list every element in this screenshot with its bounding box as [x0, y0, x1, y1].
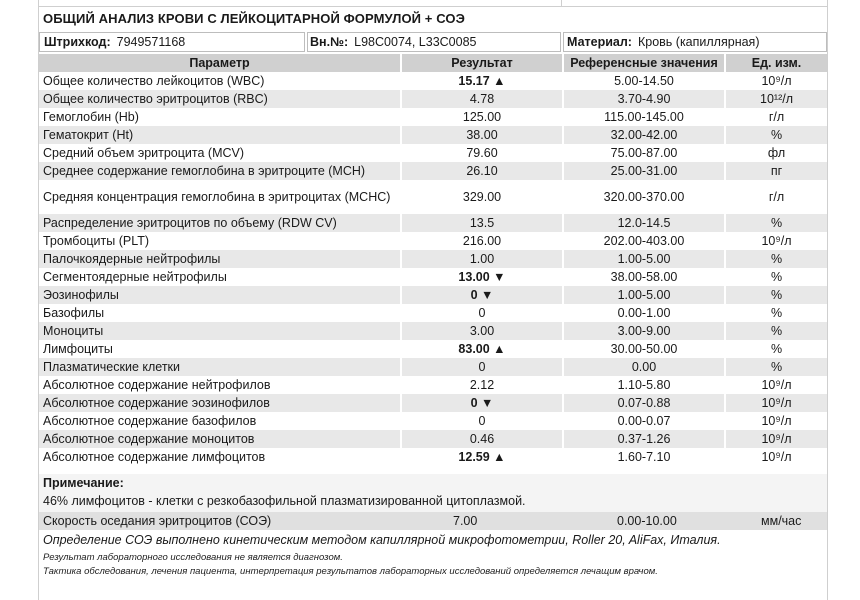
table-row: [39, 90, 827, 108]
cell-reference: 30.00-50.00: [563, 340, 725, 358]
table-row: [39, 376, 827, 394]
cell-result: 0: [401, 358, 563, 376]
disclaimer-tactics: Тактика обследования, лечения пациента, интерпретация результатов лабораторных исследований определяется лечащим врачом.: [43, 566, 658, 577]
cell-parameter: Эозинофилы: [39, 286, 401, 304]
cell-reference: 3.00-9.00: [563, 322, 725, 340]
table-row: [39, 340, 827, 358]
cell-reference: 0.00-0.07: [563, 412, 725, 430]
cell-parameter: Абсолютное содержание лимфоцитов: [39, 448, 401, 466]
table-row: [39, 180, 827, 214]
cell-parameter: Общее количество лейкоцитов (WBC): [39, 72, 401, 90]
col-header-unit: Ед. изм.: [725, 54, 827, 72]
table-row: [39, 322, 827, 340]
cell-unit: 10⁹/л: [761, 413, 792, 428]
cell-parameter: Гемоглобин (Hb): [39, 108, 401, 126]
cell-unit: 10⁹/л: [725, 394, 827, 412]
lab-report-sheet: [38, 0, 828, 600]
cell-result: 3.00: [401, 322, 563, 340]
cell-parameter: Гематокрит (Ht): [39, 126, 401, 144]
cell-unit: %: [725, 358, 827, 376]
cell-result: 83.00 ▲: [401, 340, 563, 358]
cell-parameter: Средний объем эритроцита (MCV): [39, 144, 401, 162]
cell-reference: 1.00-5.00: [563, 250, 725, 268]
cell-reference: 0.00-1.00: [563, 304, 725, 322]
table-row: [39, 214, 827, 232]
cell-reference: 1.10-5.80: [563, 376, 725, 394]
cell-result: 38.00: [401, 126, 563, 144]
table-header: [39, 54, 827, 72]
cell-reference: 5.00-14.50: [563, 72, 725, 90]
table-row: [39, 72, 827, 90]
internal-number-value: L98C0074, L33C0085: [354, 35, 477, 49]
cell-reference: 202.00-403.00: [563, 232, 725, 250]
cell-unit: %: [770, 269, 783, 284]
esr-row: [39, 512, 827, 530]
cell-parameter: Плазматические клетки: [39, 358, 401, 376]
cell-result: 0 ▼: [401, 394, 563, 412]
col-header-reference: Референсные значения: [563, 54, 725, 72]
cell-reference: 1.00-5.00: [563, 286, 725, 304]
cell-unit: %: [770, 341, 783, 356]
internal-number-field: [307, 32, 561, 52]
cell-reference: 32.00-42.00: [563, 126, 725, 144]
cell-reference: 38.00-58.00: [563, 268, 725, 286]
cell-reference: 25.00-31.00: [563, 162, 725, 180]
cell-reference: 115.00-145.00: [563, 108, 725, 126]
cell-unit: пг: [725, 162, 827, 180]
report-title: ОБЩИЙ АНАЛИЗ КРОВИ С ЛЕЙКОЦИТАРНОЙ ФОРМУЛОЙ + СОЭ: [43, 11, 465, 26]
cell-unit: %: [725, 126, 827, 144]
cell-parameter: Базофилы: [39, 304, 401, 322]
cell-unit: 10⁹/л: [761, 233, 792, 248]
esr-reference: 0.00-10.00: [617, 514, 677, 528]
col-header-result: Результат: [401, 54, 563, 72]
cell-parameter: Абсолютное содержание моноцитов: [39, 430, 401, 448]
top-divider: [561, 0, 562, 6]
col-header-parameter: Параметр: [39, 54, 401, 72]
table-row: [39, 394, 827, 412]
cell-result: 329.00: [401, 180, 563, 214]
method-note: Определение СОЭ выполнено кинетическим методом капиллярной микрофотометрии, Roller 20, AliFax, Италия.: [43, 533, 721, 547]
cell-result: 12.59 ▲: [401, 448, 563, 466]
cell-reference: 320.00-370.00: [563, 180, 725, 214]
cell-unit: г/л: [768, 189, 785, 204]
cell-result: 26.10: [401, 162, 563, 180]
cell-result: 4.78: [401, 90, 563, 108]
cell-result: 216.00: [401, 232, 563, 250]
cell-parameter: Общее количество эритроцитов (RBC): [39, 90, 401, 108]
cell-parameter: Лимфоциты: [39, 340, 401, 358]
table-row: [39, 430, 827, 448]
cell-unit: %: [725, 214, 827, 232]
table-row: [39, 286, 827, 304]
cell-result: 1.00: [401, 250, 563, 268]
cell-unit: 10⁹/л: [761, 449, 792, 464]
table-row: [39, 304, 827, 322]
barcode-label: Штрихкод:: [44, 35, 111, 49]
table-row: [39, 232, 827, 250]
table-row: [39, 448, 827, 466]
table-row: [39, 108, 827, 126]
disclaimer-diagnosis: Результат лабораторного исследования не является диагнозом.: [43, 552, 343, 563]
cell-unit: фл: [767, 145, 786, 160]
cell-reference: 0.00: [563, 358, 725, 376]
cell-reference: 1.60-7.10: [563, 448, 725, 466]
table-row: [39, 250, 827, 268]
barcode-field: [39, 32, 305, 52]
cell-result: 0 ▼: [401, 286, 563, 304]
cell-reference: 12.0-14.5: [563, 214, 725, 232]
table-row: [39, 162, 827, 180]
cell-result: 2.12: [401, 376, 563, 394]
table-row: [39, 126, 827, 144]
cell-parameter: Палочкоядерные нейтрофилы: [39, 250, 401, 268]
table-row: [39, 268, 827, 286]
material-field: [563, 32, 827, 52]
note-section: [39, 474, 827, 512]
cell-reference: 0.37-1.26: [563, 430, 725, 448]
cell-unit: 10¹²/л: [725, 90, 827, 108]
esr-result: 7.00: [453, 514, 478, 528]
cell-result: 79.60: [401, 144, 563, 162]
internal-number-label: Вн.№:: [310, 35, 349, 49]
material-label: Материал:: [567, 35, 632, 49]
cell-result: 0: [401, 304, 563, 322]
cell-parameter: Абсолютное содержание нейтрофилов: [39, 376, 401, 394]
table-row: [39, 412, 827, 430]
cell-parameter: Абсолютное содержание базофилов: [39, 412, 401, 430]
cell-unit: %: [725, 286, 827, 304]
cell-parameter: Средняя концентрация гемоглобина в эритроцитах (MCHC): [39, 180, 401, 214]
cell-reference: 75.00-87.00: [563, 144, 725, 162]
cell-result: 13.00 ▼: [401, 268, 563, 286]
cell-unit: %: [770, 305, 783, 320]
cell-unit: 10⁹/л: [761, 73, 792, 88]
table-row: [39, 358, 827, 376]
barcode-value: 7949571168: [116, 35, 186, 49]
cell-parameter: Моноциты: [39, 322, 401, 340]
note-text: 46% лимфоцитов - клетки с резкобазофильной плазматизированной цитоплазмой.: [43, 494, 526, 508]
cell-parameter: Сегментоядерные нейтрофилы: [39, 268, 401, 286]
cell-reference: 3.70-4.90: [563, 90, 725, 108]
cell-unit: %: [725, 250, 827, 268]
material-value: Кровь (капиллярная): [637, 35, 760, 49]
results-table: [39, 54, 827, 466]
cell-result: 15.17 ▲: [401, 72, 563, 90]
cell-unit: %: [725, 322, 827, 340]
cell-parameter: Распределение эритроцитов по объему (RDW CV): [39, 214, 401, 232]
note-heading: Примечание:: [43, 476, 124, 490]
cell-unit: г/л: [768, 109, 785, 124]
cell-result: 0: [401, 412, 563, 430]
cell-result: 125.00: [401, 108, 563, 126]
cell-result: 13.5: [401, 214, 563, 232]
cell-result: 0.46: [401, 430, 563, 448]
cell-unit: 10⁹/л: [761, 377, 792, 392]
cell-unit: 10⁹/л: [725, 430, 827, 448]
cell-parameter: Тромбоциты (PLT): [39, 232, 401, 250]
cell-parameter: Среднее содержание гемоглобина в эритроците (MCH): [39, 162, 401, 180]
cell-reference: 0.07-0.88: [563, 394, 725, 412]
table-row: [39, 144, 827, 162]
top-border: [39, 0, 827, 7]
esr-param: Скорость оседания эритроцитов (СОЭ): [43, 514, 272, 528]
esr-unit: мм/час: [761, 514, 802, 528]
cell-parameter: Абсолютное содержание эозинофилов: [39, 394, 401, 412]
